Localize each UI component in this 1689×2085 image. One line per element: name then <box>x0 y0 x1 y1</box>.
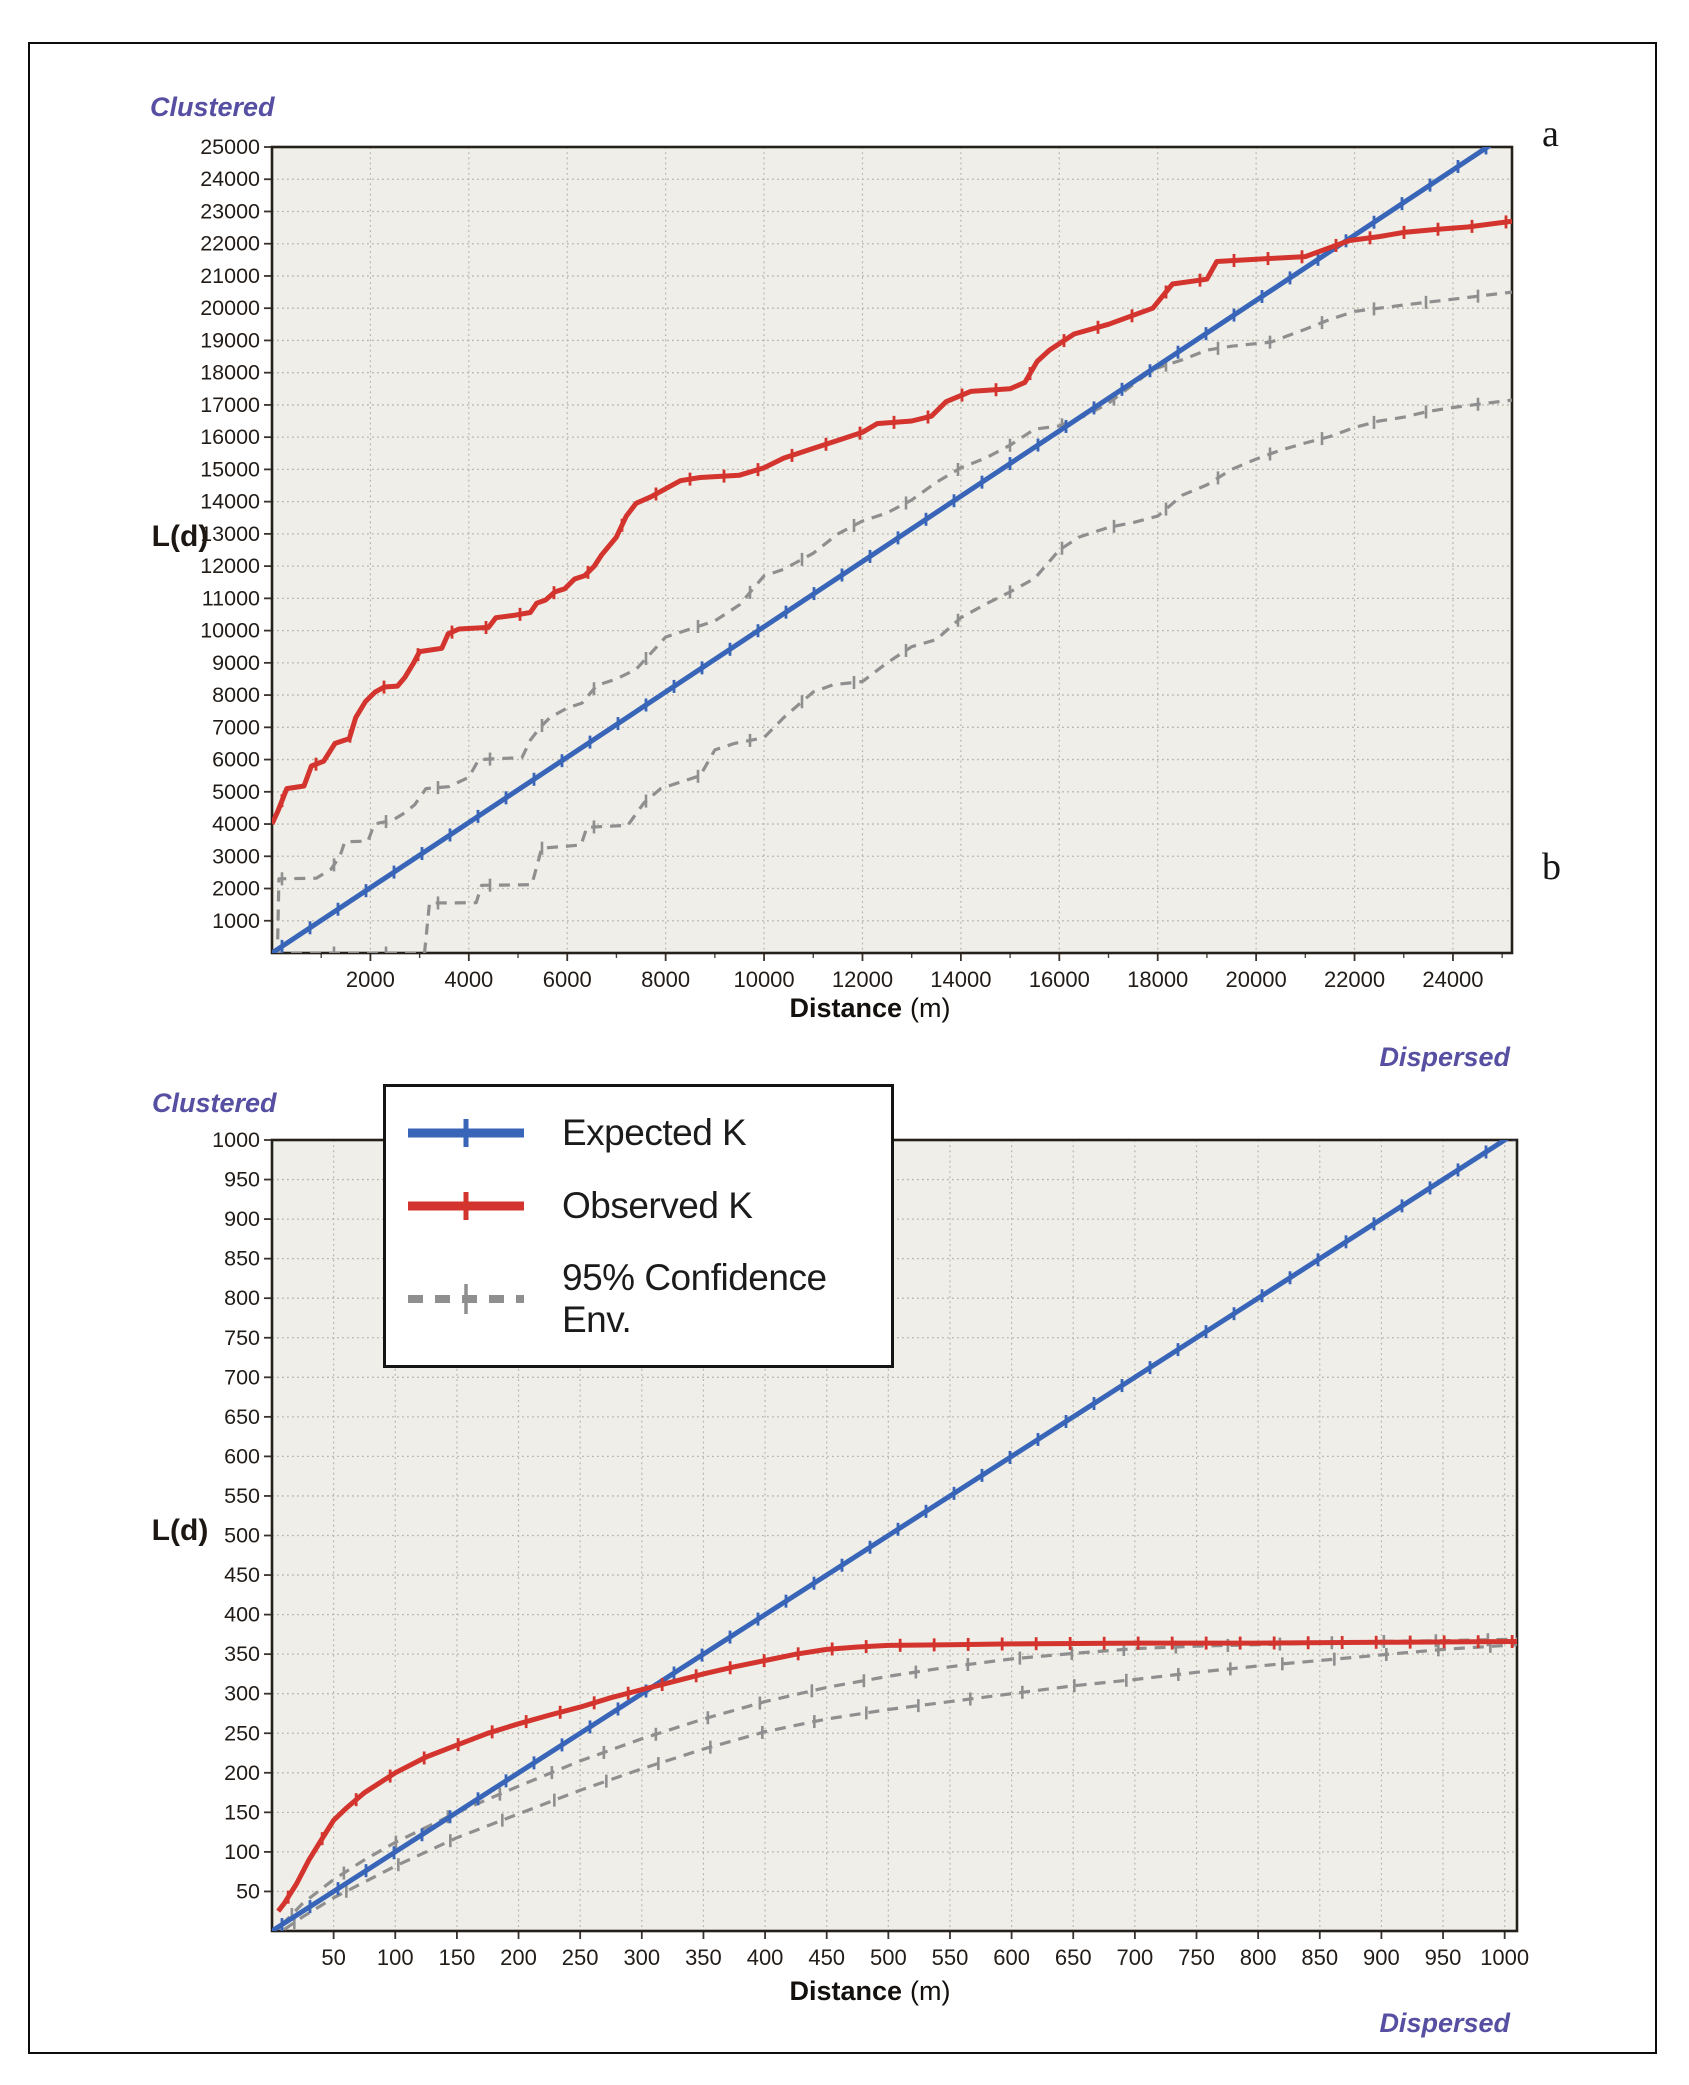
x-axis-title-b-unit: (m) <box>910 1976 951 2006</box>
panel-letter-b: b <box>1542 846 1561 888</box>
y-tick-label: 450 <box>224 1563 260 1588</box>
x-tick-label: 650 <box>1054 1945 1092 1970</box>
clustered-label-b: Clustered <box>152 1088 277 1118</box>
x-tick-label: 950 <box>1424 1945 1462 1970</box>
y-tick-label: 2000 <box>212 876 260 901</box>
x-tick-label: 18000 <box>1127 967 1189 992</box>
y-tick-label: 1000 <box>212 1130 260 1152</box>
y-tick-label: 11000 <box>201 586 260 611</box>
x-tick-label: 6000 <box>542 967 592 992</box>
x-tick-label: 250 <box>561 1945 599 1970</box>
y-tick-label: 21000 <box>200 263 260 288</box>
y-tick-label: 25000 <box>200 137 260 159</box>
y-tick-label: 200 <box>224 1760 260 1785</box>
y-tick-label: 6000 <box>212 747 260 772</box>
x-tick-label: 14000 <box>930 967 992 992</box>
y-tick-label: 3000 <box>212 844 260 869</box>
y-tick-label: 8000 <box>212 683 260 708</box>
y-tick-label: 16000 <box>200 425 260 450</box>
y-tick-label: 300 <box>224 1681 260 1706</box>
y-tick-label: 550 <box>224 1483 260 1508</box>
y-tick-label: 23000 <box>200 199 260 224</box>
confidence-envelope-line-icon <box>406 1277 528 1321</box>
x-tick-label: 10000 <box>733 967 795 992</box>
y-tick-label: 250 <box>224 1721 260 1746</box>
legend-row-observed <box>406 1184 891 1228</box>
x-tick-label: 550 <box>931 1945 969 1970</box>
y-tick-label: 24000 <box>200 167 260 192</box>
dispersed-label-b: Dispersed <box>1379 2008 1510 2038</box>
legend-label-expected: Expected K <box>562 1112 747 1154</box>
y-tick-label: 13000 <box>200 521 260 546</box>
panel-letter-a: a <box>1542 113 1559 155</box>
y-tick-label: 19000 <box>200 328 260 353</box>
x-tick-label: 200 <box>500 1945 537 1970</box>
y-tick-label: 950 <box>224 1167 260 1192</box>
x-tick-label: 300 <box>623 1945 661 1970</box>
y-tick-label: 9000 <box>212 650 260 675</box>
x-tick-label: 8000 <box>641 967 691 992</box>
expected-k-line-icon <box>406 1111 528 1155</box>
y-tick-label: 700 <box>224 1365 260 1390</box>
x-tick-label: 12000 <box>831 967 894 992</box>
x-axis-title-b-word: Distance <box>789 1976 903 2006</box>
x-tick-label: 22000 <box>1323 967 1386 992</box>
y-tick-label: 7000 <box>212 715 260 740</box>
x-tick-label: 850 <box>1301 1945 1339 1970</box>
x-tick-label: 2000 <box>345 967 395 992</box>
x-tick-label: 24000 <box>1422 967 1484 992</box>
y-tick-label: 850 <box>224 1246 260 1271</box>
legend-label-envelope: 95% Confidence Env. <box>562 1256 827 1340</box>
dispersed-label-a: Dispersed <box>1379 1042 1510 1072</box>
x-tick-label: 400 <box>746 1945 784 1970</box>
x-tick-label: 600 <box>993 1945 1030 1970</box>
y-tick-label: 4000 <box>212 812 260 837</box>
clustered-label-a: Clustered <box>150 92 275 122</box>
x-tick-label: 100 <box>376 1945 414 1970</box>
x-tick-label: 1000 <box>1480 1945 1530 1970</box>
x-axis-title-a-word: Distance <box>789 993 903 1023</box>
legend-label-observed: Observed K <box>562 1184 753 1226</box>
x-tick-label: 750 <box>1178 1945 1215 1970</box>
x-tick-label: 150 <box>438 1945 476 1970</box>
y-tick-label: 100 <box>224 1839 260 1864</box>
legend-box <box>383 1084 894 1368</box>
y-tick-label: 600 <box>224 1444 260 1469</box>
x-tick-label: 450 <box>808 1945 846 1970</box>
y-tick-label: 1000 <box>212 908 260 933</box>
y-tick-label: 14000 <box>200 489 260 514</box>
y-tick-label: 15000 <box>200 457 260 482</box>
y-tick-label: 20000 <box>200 296 260 321</box>
y-tick-label: 500 <box>224 1523 260 1548</box>
y-tick-label: 5000 <box>212 779 260 804</box>
y-tick-label: 400 <box>224 1602 260 1627</box>
y-axis-title-a: L(d) <box>151 520 209 553</box>
y-tick-label: 18000 <box>200 360 260 385</box>
y-tick-label: 12000 <box>200 554 260 579</box>
y-tick-label: 50 <box>236 1879 260 1904</box>
x-tick-label: 50 <box>321 1945 346 1970</box>
y-tick-label: 900 <box>224 1207 260 1232</box>
x-tick-label: 4000 <box>444 967 494 992</box>
y-tick-label: 750 <box>224 1325 260 1350</box>
x-tick-label: 16000 <box>1028 967 1090 992</box>
x-tick-label: 20000 <box>1225 967 1287 992</box>
x-tick-label: 800 <box>1239 1945 1277 1970</box>
y-tick-label: 150 <box>224 1800 260 1825</box>
legend-row-expected <box>406 1111 891 1155</box>
x-tick-label: 350 <box>685 1945 722 1970</box>
y-tick-label: 800 <box>224 1286 260 1311</box>
legend-row-envelope <box>406 1257 891 1341</box>
y-tick-label: 22000 <box>200 231 260 256</box>
x-tick-label: 900 <box>1363 1945 1400 1970</box>
y-tick-label: 10000 <box>200 618 260 643</box>
y-tick-label: 350 <box>224 1642 260 1667</box>
y-axis-title-b: L(d) <box>151 1514 209 1547</box>
chart-a-plot <box>188 137 1532 1003</box>
x-axis-title-a-unit: (m) <box>910 993 951 1023</box>
x-tick-label: 500 <box>869 1945 907 1970</box>
y-tick-label: 17000 <box>200 392 260 417</box>
observed-k-line-icon <box>406 1184 528 1228</box>
y-tick-label: 650 <box>224 1404 260 1429</box>
x-tick-label: 700 <box>1116 1945 1154 1970</box>
